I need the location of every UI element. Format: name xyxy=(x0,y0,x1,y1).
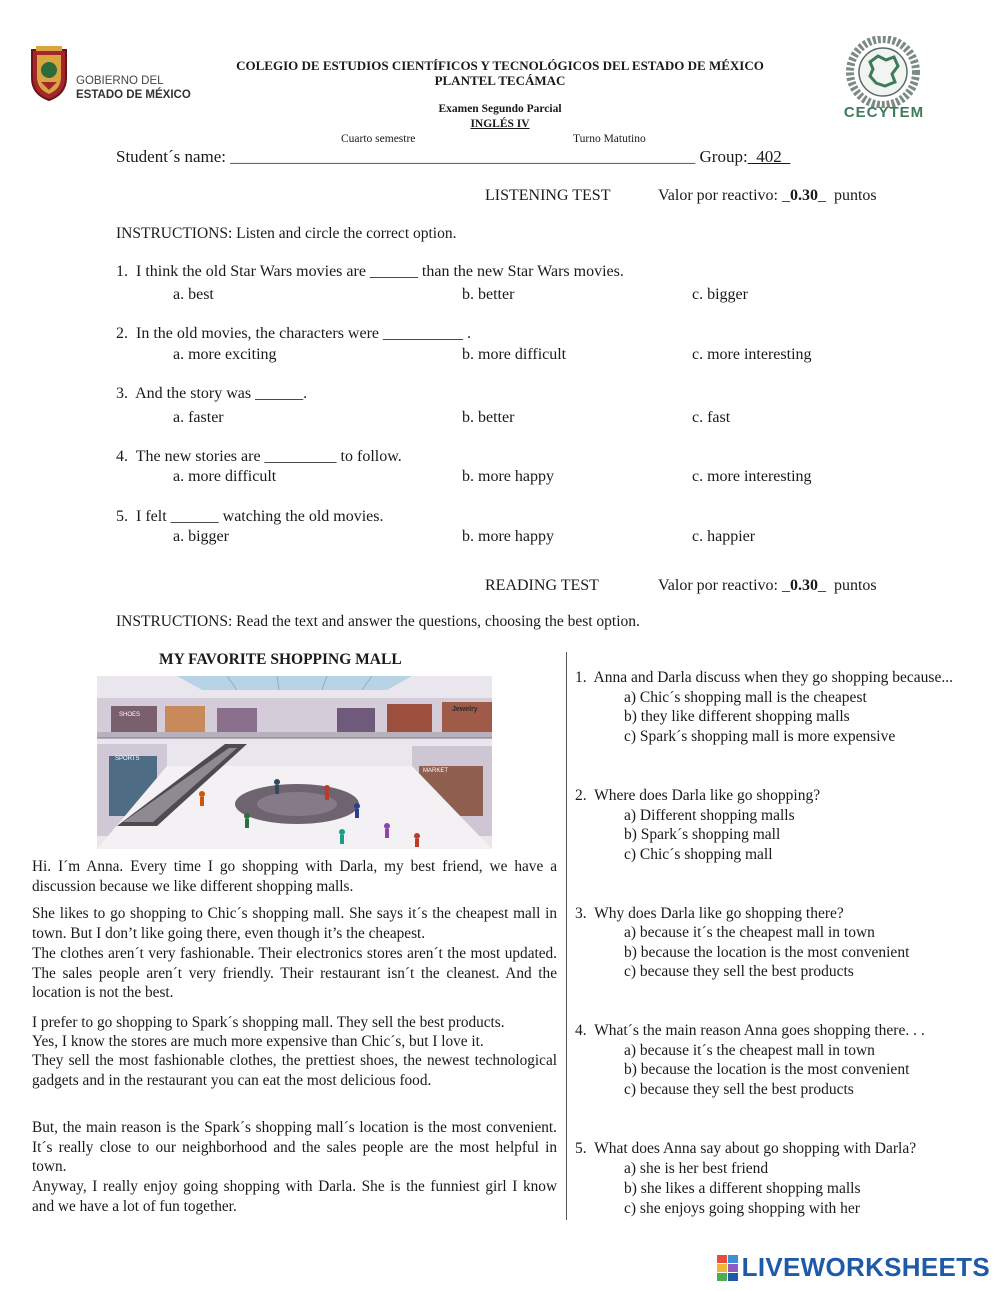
listening-instructions: INSTRUCTIONS: Listen and circle the correct option. xyxy=(116,225,457,242)
reading-paragraph-6: They sell the most fashionable clothes, the prettiest shoes, the newest technological gadgets and in the restaurant you can eat the most delicious food. xyxy=(32,1052,557,1089)
reading-question-5-number: 5. xyxy=(575,1140,587,1157)
shift-label: Turno Matutino xyxy=(573,133,646,145)
shopping-mall-image xyxy=(97,676,492,849)
liveworksheets-logo[interactable] xyxy=(717,1252,990,1283)
listening-question-2: 2. In the old movies, the characters were __________ . xyxy=(116,325,472,342)
market-store-label: MARKET xyxy=(423,768,449,774)
reading-test-title: READING TEST xyxy=(485,577,599,594)
listening-q2-option-b[interactable]: b. more difficult xyxy=(462,346,567,363)
listening-q2-option-a[interactable]: a. more exciting xyxy=(173,346,277,363)
listening-q5-option-a[interactable]: a. bigger xyxy=(173,528,229,545)
listening-question-5: 5. I felt ______ watching the old movies. xyxy=(116,508,384,525)
exam-title: Examen Segundo Parcial xyxy=(438,103,562,115)
listening-question-3: 3. And the story was ______. xyxy=(116,385,308,402)
reading-q1-option-a[interactable]: a) Chic´s shopping mall is the cheapest xyxy=(624,689,867,706)
listening-question-1: 1. I think the old Star Wars movies are ______ than the new Star Wars movies. xyxy=(116,263,624,280)
gov-name-line1: GOBIERNO DEL xyxy=(76,75,164,87)
reading-paragraph-1: Hi. I´m Anna. Every time I go shopping with Darla, my best friend, we have a discussion because we like different shopping malls. xyxy=(32,858,557,895)
student-name-field[interactable]: ______________________________________________________________ xyxy=(230,150,696,166)
cecytem-logo xyxy=(828,36,938,122)
reading-q1-option-b[interactable]: b) they like different shopping malls xyxy=(624,708,850,725)
reading-q2-option-c[interactable]: c) Chic´s shopping mall xyxy=(624,846,773,863)
listening-q1-option-b[interactable]: b. better xyxy=(462,286,515,303)
jewelry-store-label: Jewelry xyxy=(452,706,478,713)
gov-name-line2: ESTADO DE MÉXICO xyxy=(76,89,191,101)
reading-value-label: Valor por reactivo: xyxy=(658,577,782,594)
cecytem-label: CECYTEM xyxy=(843,104,925,121)
liveworksheets-blocks-icon xyxy=(717,1255,739,1281)
listening-q5-option-b[interactable]: b. more happy xyxy=(462,528,554,545)
reading-q4-option-a[interactable]: a) because it´s the cheapest mall in town xyxy=(624,1042,875,1059)
reading-value-number: 0.30 xyxy=(789,577,818,594)
reading-instructions: INSTRUCTIONS: Read the text and answer the questions, choosing the best option. xyxy=(116,613,640,630)
reading-paragraph-4: I prefer to go shopping to Spark´s shopping mall. They sell the best products. xyxy=(32,1014,505,1031)
group-value: _402_ xyxy=(747,147,791,166)
reading-q4-option-b[interactable]: b) because the location is the most convenient xyxy=(624,1061,910,1078)
reading-q4-option-c[interactable]: c) because they sell the best products xyxy=(624,1081,854,1098)
reading-q1-option-c[interactable]: c) Spark´s shopping mall is more expensive xyxy=(624,728,896,745)
listening-q4-option-b[interactable]: b. more happy xyxy=(462,468,554,485)
listening-q3-option-a[interactable]: a. faster xyxy=(173,409,224,426)
listening-q5-option-c[interactable]: c. happier xyxy=(692,528,756,545)
reading-value-post: _ xyxy=(817,577,826,594)
reading-question-5-text: What does Anna say about go shopping with Darla? xyxy=(594,1140,917,1157)
reading-question-3-number: 3. xyxy=(575,905,587,922)
listening-q4-option-a[interactable]: a. more difficult xyxy=(173,468,277,485)
cecytem-seal-icon xyxy=(828,36,938,108)
subject-title: INGLÉS IV xyxy=(470,118,530,130)
listening-value-number: 0.30 xyxy=(789,187,818,204)
listening-q1-option-a[interactable]: a. best xyxy=(173,286,214,303)
liveworksheets-brand: LIVEWORKSHEETS xyxy=(741,1252,990,1282)
listening-value-post: _ xyxy=(817,187,826,204)
reading-paragraph-8: Anyway, I really enjoy going shopping with Darla. She is the funniest girl I know and we have a lot of fun together. xyxy=(32,1178,557,1215)
shopping-mall-illustration xyxy=(97,676,492,849)
semester-label: Cuarto semestre xyxy=(341,133,416,145)
student-name-label: Student´s name: xyxy=(116,147,231,166)
reading-q3-option-a[interactable]: a) because it´s the cheapest mall in town xyxy=(624,924,875,941)
listening-q2-option-c[interactable]: c. more interesting xyxy=(692,346,812,363)
sports-store-label: SPORTS xyxy=(115,756,140,762)
reading-q2-option-a[interactable]: a) Different shopping malls xyxy=(624,807,795,824)
reading-question-1-text: Anna and Darla discuss when they go shopping because... xyxy=(593,669,953,686)
reading-q5-option-a[interactable]: a) she is her best friend xyxy=(624,1160,769,1177)
reading-paragraph-5: Yes, I know the stores are much more expensive than Chic´s, but I love it. xyxy=(32,1033,484,1050)
listening-question-4: 4. The new stories are _________ to follow. xyxy=(116,448,402,465)
reading-question-2-number: 2. xyxy=(575,787,587,804)
reading-q3-option-b[interactable]: b) because the location is the most convenient xyxy=(624,944,910,961)
reading-question-1 xyxy=(575,669,953,687)
student-name-row xyxy=(116,147,790,167)
reading-question-3 xyxy=(575,905,844,923)
reading-value xyxy=(658,577,877,595)
listening-q3-option-b[interactable]: b. better xyxy=(462,409,515,426)
listening-q4-option-c[interactable]: c. more interesting xyxy=(692,468,812,485)
listening-value-label: Valor por reactivo: xyxy=(658,187,782,204)
reading-question-4-text: What´s the main reason Anna goes shopping there. . . xyxy=(594,1022,925,1039)
reading-value-unit: puntos xyxy=(833,577,877,594)
reading-question-2 xyxy=(575,787,820,805)
reading-question-4 xyxy=(575,1022,925,1040)
reading-question-3-text: Why does Darla like go shopping there? xyxy=(594,905,844,922)
listening-value-unit: puntos xyxy=(833,187,877,204)
reading-question-4-number: 4. xyxy=(575,1022,587,1039)
group-label: Group: xyxy=(695,147,748,166)
shoes-store-label: SHOES xyxy=(119,712,141,718)
reading-paragraph-3: The clothes aren´t very fashionable. Their electronics stores aren´t the most updated. The sales people aren´t very friendly. Their restaurant isn´t the cleanest. And the location is not the best. xyxy=(32,945,557,1002)
listening-test-title: LISTENING TEST xyxy=(485,187,611,204)
reading-q5-option-b[interactable]: b) she likes a different shopping malls xyxy=(624,1180,861,1197)
reading-q5-option-c[interactable]: c) she enjoys going shopping with her xyxy=(624,1200,860,1217)
listening-value xyxy=(658,187,877,205)
reading-text-title: MY FAVORITE SHOPPING MALL xyxy=(159,651,402,668)
listening-q3-option-c[interactable]: c. fast xyxy=(692,409,731,426)
reading-q3-option-c[interactable]: c) because they sell the best products xyxy=(624,963,854,980)
reading-question-2-text: Where does Darla like go shopping? xyxy=(594,787,821,804)
reading-paragraph-2: She likes to go shopping to Chic´s shopping mall. She says it´s the cheapest mall in town. But I don’t like going there, even though it’s the cheapest. xyxy=(32,905,557,942)
college-name: COLEGIO DE ESTUDIOS CIENTÍFICOS Y TECNOLÓGICOS DEL ESTADO DE MÉXICO xyxy=(236,58,764,73)
reading-paragraph-7: But, the main reason is the Spark´s shopping mall´s location is the most convenient. It´s really close to our neighborhood and the sales people are the most helpful in town. xyxy=(32,1119,557,1176)
reading-q2-option-b[interactable]: b) Spark´s shopping mall xyxy=(624,826,781,843)
reading-value-pre: _ xyxy=(781,577,790,594)
listening-q1-option-c[interactable]: c. bigger xyxy=(692,286,748,303)
campus-name: PLANTEL TECÁMAC xyxy=(434,73,566,88)
reading-question-1-number: 1. xyxy=(575,669,587,686)
listening-value-pre: _ xyxy=(781,187,790,204)
column-divider xyxy=(566,652,567,1220)
reading-question-5 xyxy=(575,1140,916,1158)
